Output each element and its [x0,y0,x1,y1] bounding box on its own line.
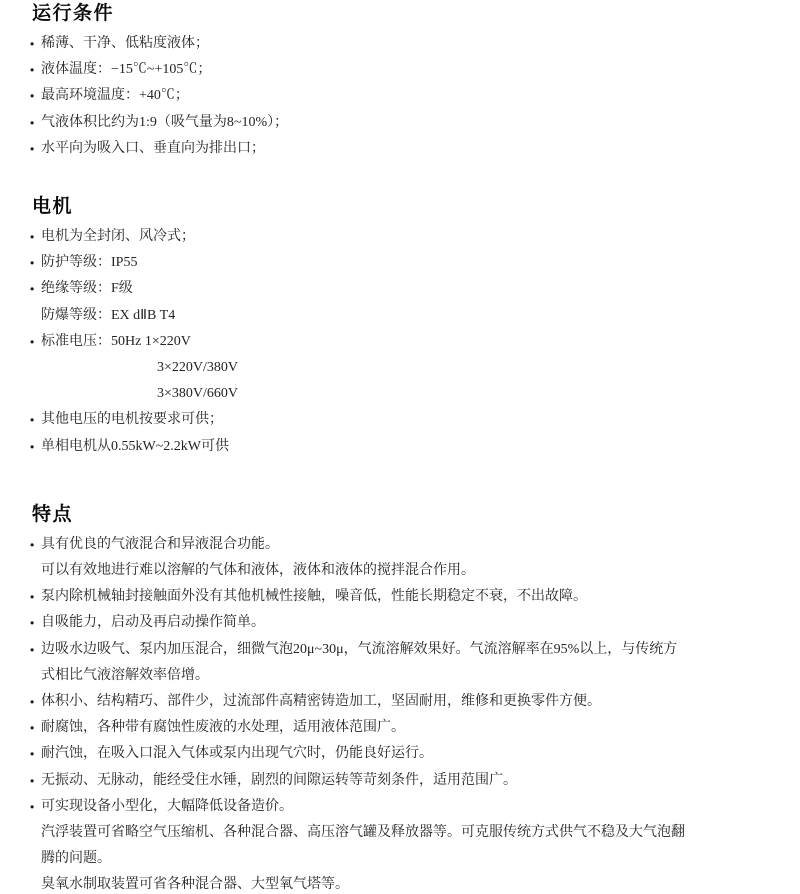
bullet-icon: • [30,282,35,297]
list-item-text: 电机为全封闭、风冷式； [41,229,195,245]
list-item [30,637,690,689]
list-item-text: 液体温度：−15℃~+105℃； [41,62,212,78]
list-item-text: 最高环境温度：+40℃； [41,88,189,104]
bullet-icon: • [30,590,35,605]
list-item [30,250,690,276]
bullet-icon: • [30,695,35,710]
bullet-icon: • [30,413,35,428]
list-item-text: 泵内除机械轴封接触面外没有其他机械性接触，噪音低，性能长期稳定不衰，不出故障。 [41,589,587,605]
list-item-text: 臭氧水制取装置可省各种混合器、大型氧气塔等。 [41,877,349,893]
list-item [30,110,690,136]
bullet-icon: • [30,773,35,788]
list-item [30,610,690,636]
list-item-text: 稀薄、干净、低粘度液体； [41,36,209,51]
list-item-continuation [30,872,690,894]
list-item [30,276,690,302]
list-item-continuation [30,558,690,584]
list-item-text: 具有优良的气液混合和异液混合功能。 [41,536,279,552]
list-item [30,83,690,109]
list-item-text: 防护等级：IP55 [41,255,138,271]
list-item-text: 可实现设备小型化，大幅降低设备造价。 [41,798,293,814]
section-heading-operating-conditions: 运行条件 [32,3,115,24]
list-item [30,741,690,767]
list-item-text: 自吸能力，启动及再启动操作简单。 [41,615,265,631]
bullet-icon: • [30,439,35,454]
list-item-text: 耐腐蚀，各种带有腐蚀性废液的水处理，适用液体范围广。 [41,720,405,736]
list-item-continuation [30,355,690,381]
list-item-text: 3×380V/660V [157,386,239,402]
list-item-text: 防爆等级：EX dⅡB T4 [41,307,176,323]
bullet-icon: • [30,230,35,245]
list-item [30,715,690,741]
list-item [30,224,690,250]
section-features [30,503,690,894]
list-item-text: 单相电机从0.55kW~2.2kW可供 [41,438,230,454]
list-item [30,794,690,820]
list-item [30,407,690,433]
bullet-icon: • [30,89,35,104]
list-item-text: 3×220V/380V [157,360,239,376]
list-item-text: 水平向为吸入口、垂直向为排出口； [41,140,265,156]
list-item [30,329,690,355]
list-item [30,689,690,715]
list-item [30,584,690,610]
bullet-icon: • [30,799,35,814]
list-item-text: 其他电压的电机按要求可供； [41,412,223,428]
bullet-icon: • [30,616,35,631]
list-item [30,768,690,794]
bullet-icon: • [30,115,35,130]
bullet-icon: • [30,256,35,271]
list-item [30,136,690,162]
list-item-text: 标准电压：50Hz 1×220V [41,333,191,349]
list-item-continuation [30,820,690,872]
bullet-icon: • [30,721,35,736]
list-item-text: 汽浮装置可省略空气压缩机、各种混合器、高压溶气罐及释放器等。可克服传统方式供气不稳及大气泡翻腾的问题。 [41,825,685,867]
list-item-text: 可以有效地进行难以溶解的气体和液体，液体和液体的搅拌混合作用。 [41,563,475,579]
bullet-icon: • [30,141,35,156]
list-item [30,434,690,460]
list-item [30,57,690,83]
bullet-icon: • [30,334,35,349]
list-item-text: 绝缘等级：F级 [41,281,133,297]
section-heading-features: 特点 [32,503,74,525]
list-item [30,31,690,57]
list-item-text: 体积小、结构精巧、部件少，过流部件高精密铸造加工，坚固耐用，维修和更换零件方便。 [41,694,601,710]
list-item-text: 边吸水边吸气、泵内加压混合，细微气泡20μ~30μ，气流溶解效果好。气流溶解率在95%以上，与传统方式相比气液溶解效率倍增。 [41,641,678,683]
bullet-icon: • [30,37,35,51]
section-motor [30,195,690,460]
section-heading-motor: 电机 [32,196,74,218]
bullet-icon: • [30,642,35,657]
bullet-icon: • [30,747,35,762]
list-item-continuation [30,381,690,407]
list-item [30,532,690,558]
section-operating-conditions [30,2,690,162]
list-item-text: 气液体积比约为1:9（吸气量为8~10%）； [41,114,289,130]
bullet-icon: • [30,537,35,552]
bullet-icon: • [30,63,35,78]
list-item-continuation [30,303,690,329]
list-item-text: 无振动、无脉动，能经受住水锤，剧烈的间隙运转等苛刻条件，适用范围广。 [41,772,517,788]
list-item-text: 耐汽蚀，在吸入口混入气体或泵内出现气穴时，仍能良好运行。 [41,746,433,762]
